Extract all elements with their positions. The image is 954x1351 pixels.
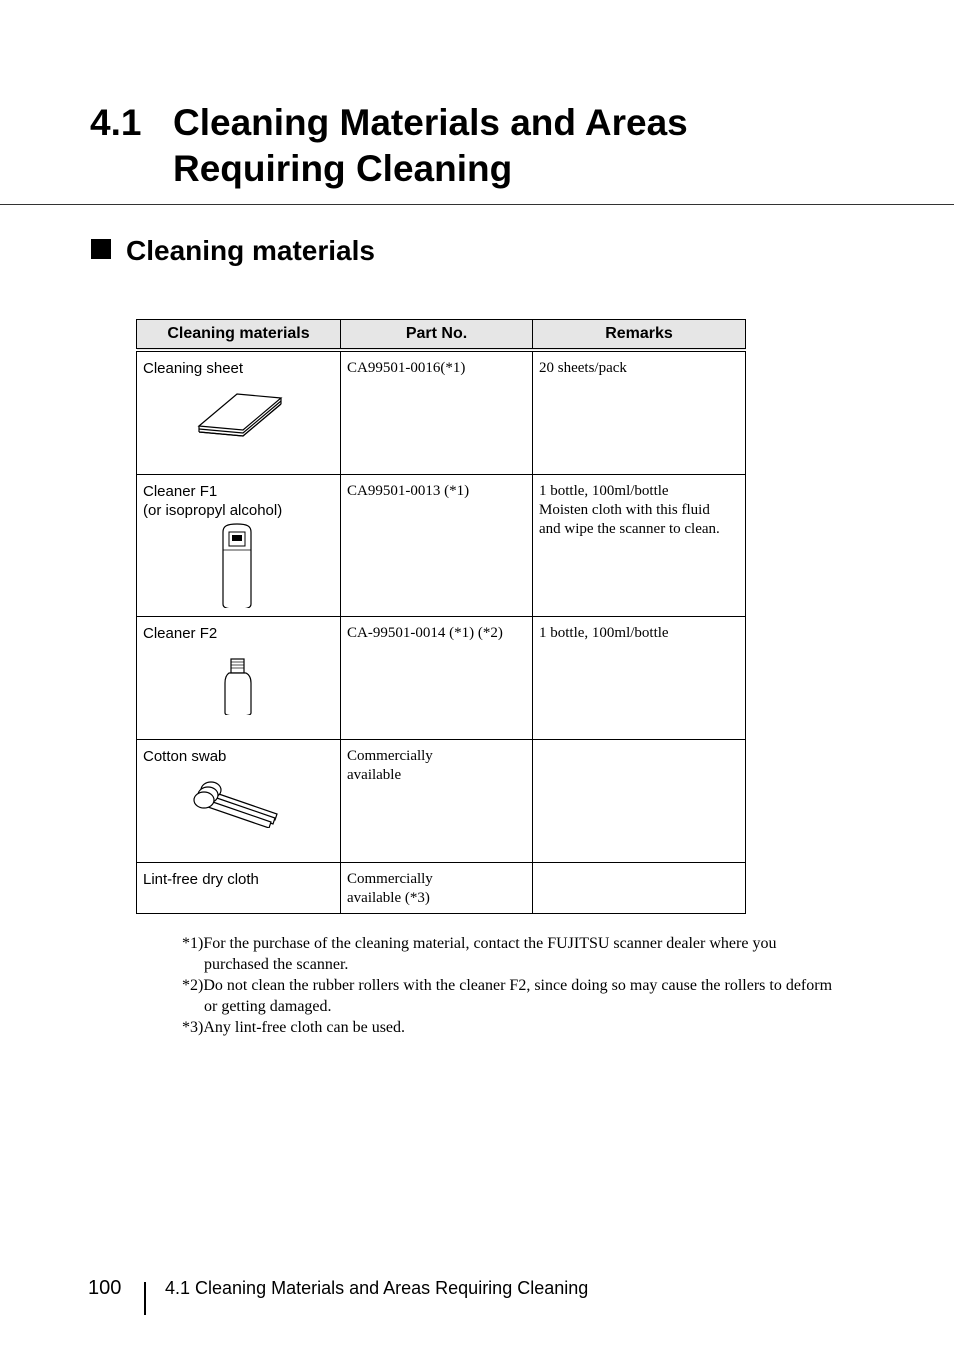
part-number: Commercially xyxy=(347,747,433,764)
cleaning-sheet-icon xyxy=(143,378,323,438)
footnote: *2)Do not clean the rubber rollers with the cleaner F2, since doing so may cause the rollers to deform or getting damaged. xyxy=(182,977,833,1015)
small-bottle-icon xyxy=(143,643,323,715)
material-name: Cleaning sheet xyxy=(143,360,244,377)
table-row xyxy=(137,616,746,739)
column-header-part-no: Part No. xyxy=(341,320,533,351)
page-number: 100 xyxy=(88,1277,122,1299)
remarks-cell xyxy=(533,350,746,474)
part-number-line-2: available (*3) xyxy=(347,889,430,906)
cotton-swab-icon xyxy=(143,766,323,828)
spray-bottle-icon xyxy=(143,520,323,608)
part-number: CA99501-0013 (*1) xyxy=(347,482,470,499)
part-number-cell xyxy=(341,474,533,616)
remark-line: 1 bottle, 100ml/bottle xyxy=(539,482,669,499)
table-row xyxy=(137,474,746,616)
table-row xyxy=(137,350,746,474)
remarks-cell xyxy=(533,739,746,862)
footnote: *3)Any lint-free cloth can be used. xyxy=(182,1019,406,1036)
material-cell xyxy=(137,350,341,474)
section-title xyxy=(91,233,375,269)
part-number: Commercially xyxy=(347,870,433,887)
part-number-cell xyxy=(341,862,533,913)
chapter-title-line-2: Requiring Cleaning xyxy=(173,148,513,189)
part-number-cell xyxy=(341,616,533,739)
material-name: Lint-free dry cloth xyxy=(143,870,259,888)
part-number-cell xyxy=(341,350,533,474)
material-cell xyxy=(137,616,341,739)
chapter-number: 4.1 xyxy=(90,102,142,143)
table-header-row xyxy=(137,320,746,351)
part-number: CA99501-0016(*1) xyxy=(347,360,466,376)
material-name: Cotton swab xyxy=(143,747,227,765)
material-cell xyxy=(137,862,341,913)
material-cell xyxy=(137,474,341,616)
remark-line: and wipe the scanner to clean. xyxy=(539,520,720,537)
table-row xyxy=(137,739,746,862)
remarks-cell xyxy=(533,616,746,739)
part-number: CA-99501-0014 (*1) (*2) xyxy=(347,624,503,641)
material-name-note: (or isopropyl alcohol) xyxy=(143,501,283,519)
heading-divider xyxy=(0,204,954,205)
cleaning-materials-table xyxy=(136,319,746,914)
remarks-cell xyxy=(533,862,746,913)
remark-line: 20 sheets/pack xyxy=(539,360,627,376)
footer-divider xyxy=(144,1282,146,1315)
square-bullet-icon xyxy=(91,239,111,259)
material-cell xyxy=(137,739,341,862)
running-footer: 4.1 Cleaning Materials and Areas Requiring Cleaning xyxy=(165,1278,589,1298)
part-number-line-2: available xyxy=(347,766,402,783)
chapter-title-line-1: Cleaning Materials and Areas xyxy=(173,102,688,143)
footnote: *1)For the purchase of the cleaning material, contact the FUJITSU scanner dealer where you purchased the scanner. xyxy=(182,935,777,973)
column-header-materials: Cleaning materials xyxy=(137,320,341,351)
table-row xyxy=(137,862,746,913)
remark-line: 1 bottle, 100ml/bottle xyxy=(539,624,669,641)
material-name: Cleaner F2 xyxy=(143,624,218,642)
remarks-cell xyxy=(533,474,746,616)
footnotes xyxy=(182,933,842,1038)
remark-line: Moisten cloth with this fluid xyxy=(539,501,710,518)
column-header-remarks: Remarks xyxy=(533,320,746,351)
material-name: Cleaner F1 xyxy=(143,482,218,500)
section-title-text: Cleaning materials xyxy=(126,235,375,266)
part-number-cell xyxy=(341,739,533,862)
